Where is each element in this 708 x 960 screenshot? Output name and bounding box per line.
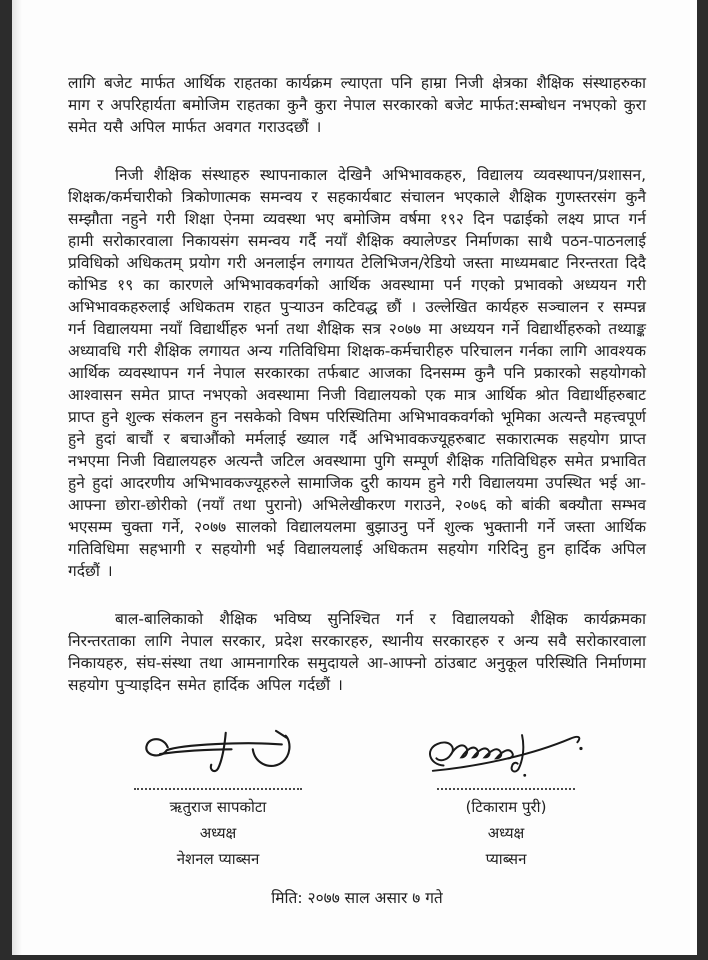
scan-shadow bbox=[12, 0, 22, 960]
scan-edge-bottom bbox=[0, 955, 708, 960]
handwritten-signature-right bbox=[406, 728, 606, 786]
scan-edge-left bbox=[0, 0, 12, 960]
signatory-name-right: (टिकाराम पुरी) bbox=[465, 798, 547, 816]
paragraph-3: बाल-बालिकाको शैक्षिक भविष्य सुनिश्चित गर्न र विद्यालयको शैक्षिक कार्यक्रमका निरन्तरताका लागि नेपाल सरकार, प्रदेश सरकारहरु, स्थानीय सरकारहरु र अन्य सवै सरोकारवाला निकायहरु, संघ-संस्था तथा आमनागरिक समुदायले आ-आफ्नो ठांउबाट अनुकूल परिस्थिति निर्माणमा सहयोग पुऱ्याइदिन समेत हार्दिक अपिल गर्दछौं । bbox=[68, 610, 646, 694]
handwritten-signature-left bbox=[128, 728, 308, 786]
signatory-organization-right: प्याब्सन bbox=[485, 850, 527, 868]
date-line: मिति: २०७७ साल असार ७ गते bbox=[271, 889, 443, 907]
signature-dotted-line-right bbox=[437, 788, 575, 790]
signature-row bbox=[68, 722, 646, 872]
signatory-name-left: ऋतुराज सापकोटा bbox=[169, 798, 267, 816]
signature-dotted-line-left bbox=[134, 788, 302, 790]
scan-edge-right bbox=[697, 0, 708, 960]
signatory-title-right: अध्यक्ष bbox=[487, 824, 525, 842]
paragraph-2: निजी शैक्षिक संस्थाहरु स्थापनाकाल देखिनै अभिभावकहरु, विद्यालय व्यवस्थापन/प्रशासन, शिक्षक/कर्मचारीको त्रिकोणात्मक समन्वय र सहकार्यबाट संचालन भएकाले शैक्षिक गुणस्तरसंग कुनै सम्झौता नहुने गरी शिक्षा ऐनमा व्यवस्था भए बमोजिम वर्षमा १९२ दिन पढाईको लक्ष्य प्राप्त गर्न हामी सरोकारवाला निकायसंग समन्वय गर्दै नयाँ शैक्षिक क्यालेण्डर निर्माणका साथै पठन-पाठनलाई प्रविधिको अधिकतम् प्रयोग गरी अनलाईन लगायत टेलिभिजन/रेडियो जस्ता माध्यमबाट निरन्तरता दिदै कोभिड १९ का कारणले अभिभावकवर्गको आर्थिक अवस्थामा पर्न गएको प्रभावको अध्ययन गरी अभिभावकहरुलाई अधिकतम राहत पुऱ्याउन कटिवद्ध छौं । उल्लेखित कार्यहरु सञ्चालन र सम्पन्न गर्न विद्यालयमा नयाँ विद्यार्थीहरु भर्ना तथा शैक्षिक सत्र २०७७ मा अध्ययन गर्ने विद्यार्थीहरुको तथ्याङ्क अध्यावधि गरी शैक्षिक लगायत अन्य गतिविधिमा शिक्षक-कर्मचारीहरु परिचालन गर्नका लागि आवश्यक आर्थिक व्यवस्थापन गर्न नेपाल सरकारका तर्फबाट आजका दिनसम्म कुनै पनि प्रकारको सहयोगको आश्वासन समेत प्राप्त नभएको अवस्थामा निजी विद्यालयको एक मात्र आर्थिक श्रोत विद्यार्थीहरुबाट प्राप्त हुने शुल्क संकलन हुन नसकेको विषम परिस्थितिमा अभिभावकवर्गको भूमिका अत्यन्तै महत्त्वपूर्ण हुने हुदां बाचौं र बचाऔंको मर्मलाई ख्याल गर्दै अभिभावकज्यूहरुबाट सकारात्मक सहयोग प्राप्त नभएमा निजी विद्यालयहरु अत्यन्तै जटिल अवस्थामा पुगि सम्पूर्ण शैक्षिक गतिविधिहरु समेत प्रभावित हुने हुदां आदरणीय अभिभावकज्यूहरुले सामाजिक दुरी कायम हुने गरी विद्यालयमा उपस्थित भई आ-आफ्ना छोरा-छोरीको (नयाँ तथा पुरानो) अभिलेखीकरण गराउने, २०७६ को बांकी बक्यौता सम्भव भएसम्म चुक्ता गर्ने, २०७७ सालको विद्यालयलमा बुझाउनु पर्ने शुल्क भुक्तानी गर्ने जस्ता आर्थिक गतिविधिमा सहभागी र सहयोगी भई विद्यालयलाई अधिकतम सहयोग गरिदिनु हुन हार्दिक अपिल गर्दछौं । bbox=[68, 166, 646, 580]
signature-block-right bbox=[396, 728, 616, 872]
signature-block-left bbox=[108, 728, 328, 872]
paragraph-1: लागि बजेट मार्फत आर्थिक राहतका कार्यक्रम ल्याएता पनि हाम्रा निजी क्षेत्रका शैक्षिक संस्थाहरुका माग र अपरिहार्यता बमोजिम राहतका कुनै कुरा नेपाल सरकारको बजेट मार्फत:सम्बोधन नभएको कुरा समेत यसै अपिल मार्फत अवगत गराउदछौं । bbox=[68, 74, 646, 136]
signatory-organization-left: नेशनल प्याब्सन bbox=[176, 850, 260, 868]
signatory-title-left: अध्यक्ष bbox=[199, 824, 237, 842]
